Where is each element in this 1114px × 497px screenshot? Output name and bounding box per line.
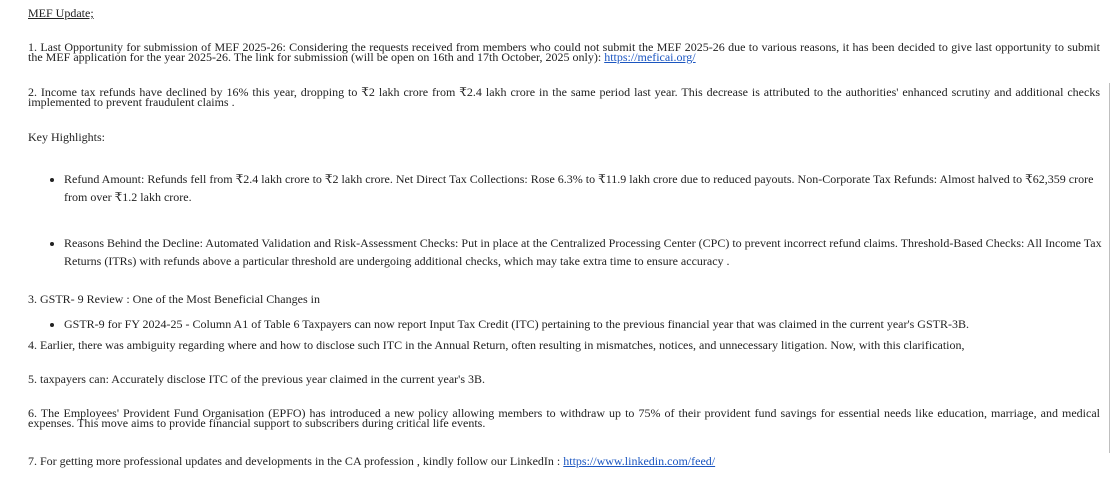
paragraph-itc-ambiguity: 4. Earlier, there was ambiguity regarding where and how to disclose such ITC in the Annual Return, often resulting in mismatches, notices, and unnecessary litigation. Now, with this clarification,	[28, 338, 965, 352]
list-item: • GSTR-9 for FY 2024-25 - Column A1 of Table 6 Taxpayers can now report Input Tax Credit (ITC) pertaining to the previous financial year that was claimed in the current year's GSTR-3B.	[64, 315, 1114, 333]
highlights-list	[36, 170, 1114, 206]
linkedin-link[interactable]: https://www.linkedin.com/feed/	[563, 454, 716, 468]
paragraph-mef-opportunity	[28, 42, 1100, 62]
highlights-list-2	[36, 234, 1114, 270]
paragraph-linkedin	[28, 454, 1100, 469]
paragraph-epfo: 6. The Employees' Provident Fund Organisation (EPFO) has introduced a new policy allowing members to withdraw up to 75% of their provident fund savings for essential needs like education, marriage, and medical expenses. This move aims to provide financial support to subscribers during critical life events.	[28, 406, 1100, 430]
paragraph-income-tax-refunds: 2. Income tax refunds have declined by 16% this year, dropping to ₹2 lakh crore from ₹2.4 lakh crore in the same period last year. This decrease is attributed to the authorities' enhanced scrutiny and additional checks implemented to prevent fraudulent claims .	[28, 85, 1100, 109]
mef-link[interactable]: https://meficai.org/	[604, 50, 696, 64]
paragraph-text: 1. Last Opportunity for submission of MEF 2025-26: Considering the requests received from members who could not submit the MEF 2025-26 due to various reasons, it has been decided to give last opportunity to submit the MEF application for the year 2025-26. The link for submission (will be open on 16th and 17th October, 2025 only):	[28, 40, 1100, 64]
paragraph-text: 7. For getting more professional updates and developments in the CA profession , kindly follow our LinkedIn :	[28, 454, 564, 468]
list-item: • Reasons Behind the Decline: Automated Validation and Risk-Assessment Checks: Put in place at the Centralized Processing Center (CPC) to prevent incorrect refund claims. Threshold-Based Checks: All Income Tax Returns (ITRs) with refunds above a particular threshold are undergoing additional checks, which may take extra time to ensure accuracy .	[64, 234, 1114, 270]
scrollbar-track[interactable]	[1109, 83, 1110, 453]
paragraph-gstr9-review: 3. GSTR- 9 Review : One of the Most Beneficial Changes in	[28, 292, 320, 306]
key-highlights-label: Key Highlights:	[28, 130, 105, 144]
paragraph-taxpayers: 5. taxpayers can: Accurately disclose ITC of the previous year claimed in the current year's 3B.	[28, 372, 485, 386]
gstr9-list	[36, 315, 1114, 333]
list-item: • Refund Amount: Refunds fell from ₹2.4 lakh crore to ₹2 lakh crore. Net Direct Tax Collections: Rose 6.3% to ₹11.9 lakh crore due to reduced payouts. Non-Corporate Tax Refunds: Almost halved to ₹62,359 crore from over ₹1.2 lakh crore.	[64, 170, 1114, 206]
page-title: MEF Update;	[28, 6, 94, 20]
